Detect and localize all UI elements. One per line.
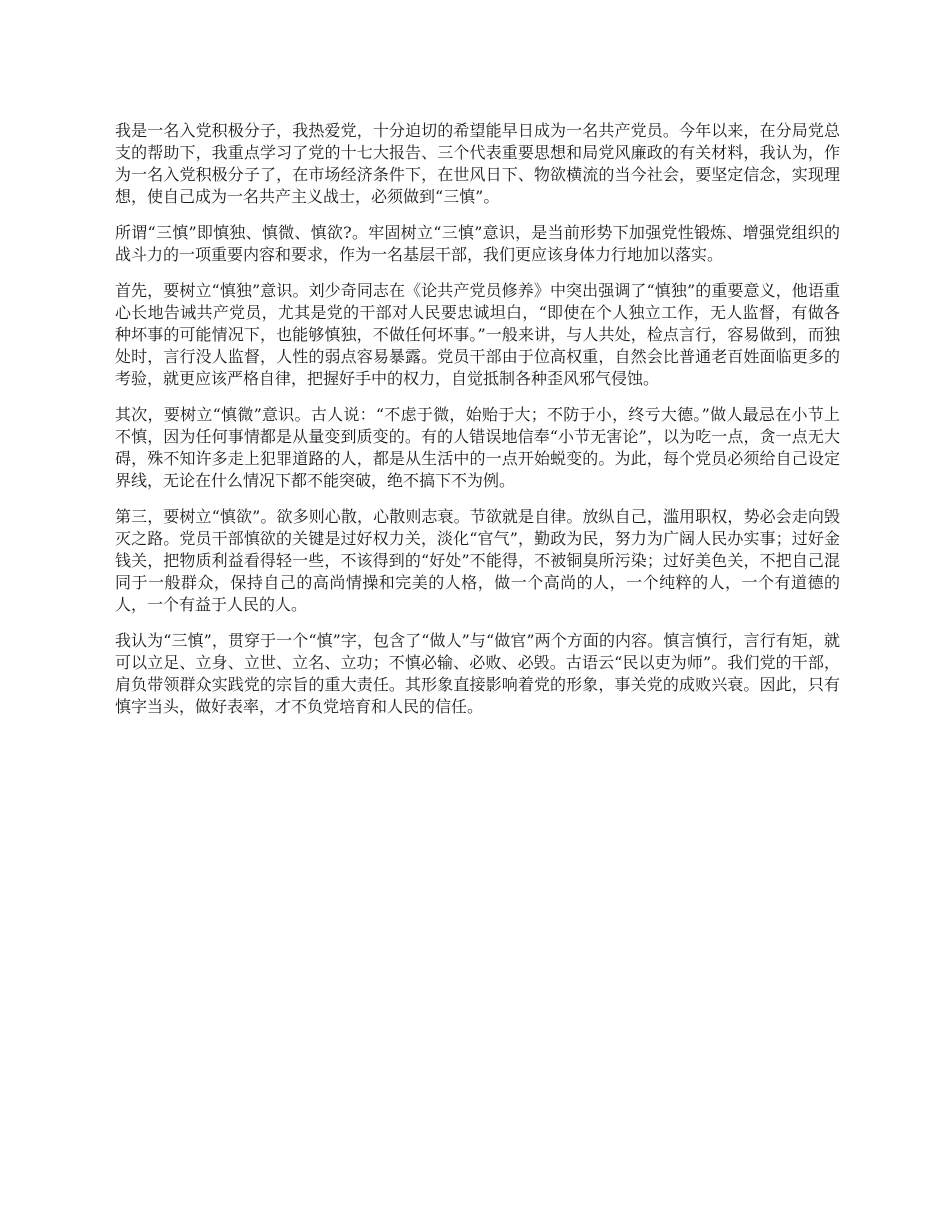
paragraph-shendu: 首先，要树立“慎独”意识。刘少奇同志在《论共产党员修养》中突出强调了“慎独”的重要意义，他语重心长地告诫共产党员，尤其是党的干部对人民要忠诚坦白，“即使在个人独立工作，无人监督，有做各种坏事的可能情况下，也能够慎独，不做任何坏事。”一般来讲，与人共处，检点言行，容易做到，而独处时，言行没人监督，人性的弱点容易暴露。党员干部由于位高权重，自然会比普通老百姓面临更多的考验，就更应该严格自律，把握好手中的权力，自觉抵制各种歪风邪气侵蚀。 xyxy=(115,281,840,388)
paragraph-intro: 我是一名入党积极分子，我热爱党，十分迫切的希望能早日成为一名共产党员。今年以来，在分局党总支的帮助下，我重点学习了党的十七大报告、三个代表重要思想和局党风廉政的有关材料，我认为，作为一名入党积极分子了，在市场经济条件下，在世风日下、物欲横流的当今社会，要坚定信念，实现理想，使自己成为一名共产主义战士，必须做到“三慎”。 xyxy=(115,121,840,206)
paragraph-shenyu: 第三，要树立“慎欲”。欲多则心散，心散则志衰。节欲就是自律。放纵自己，滥用职权，势必会走向毁灭之路。党员干部慎欲的关键是过好权力关，淡化“官气”，勤政为民，努力为广阔人民办实事；过好金钱关，把物质利益看得轻一些，不该得到的“好处”不能得，不被铜臭所污染；过好美色关，不把自己混同于一般群众，保持自己的高尚情操和完美的人格，做一个高尚的人，一个纯粹的人，一个有道德的人，一个有益于人民的人。 xyxy=(115,507,840,614)
paragraph-conclusion: 我认为“三慎”，贯穿于一个“慎”字，包含了“做人”与“做官”两个方面的内容。慎言慎行，言行有矩，就可以立足、立身、立世、立名、立功；不慎必输、必败、必毁。古语云“民以吏为师”。我们党的干部，肩负带领群众实践党的宗旨的重大责任。其形象直接影响着党的形象，事关党的成败兴衰。因此，只有慎字当头，做好表率，才不负党培育和人民的信任。 xyxy=(115,631,840,716)
paragraph-shenwei: 其次，要树立“慎微”意识。古人说：“不虑于微，始贻于大；不防于小，终亏大德。”做人最忌在小节上不慎，因为任何事情都是从量变到质变的。有的人错误地信奉“小节无害论”，以为吃一点，贪一点无大碍，殊不知许多走上犯罪道路的人，都是从生活中的一点开始蜕变的。为此，每个党员必须给自己设定界线，无论在什么情况下都不能突破，绝不搞下不为例。 xyxy=(115,405,840,490)
document-body xyxy=(115,120,840,732)
paragraph-definition: 所谓“三慎”即慎独、慎微、慎欲?。牢固树立“三慎”意识，是当前形势下加强党性锻炼、增强党组织的战斗力的一项重要内容和要求，作为一名基层干部，我们更应该身体力行地加以落实。 xyxy=(115,223,840,264)
